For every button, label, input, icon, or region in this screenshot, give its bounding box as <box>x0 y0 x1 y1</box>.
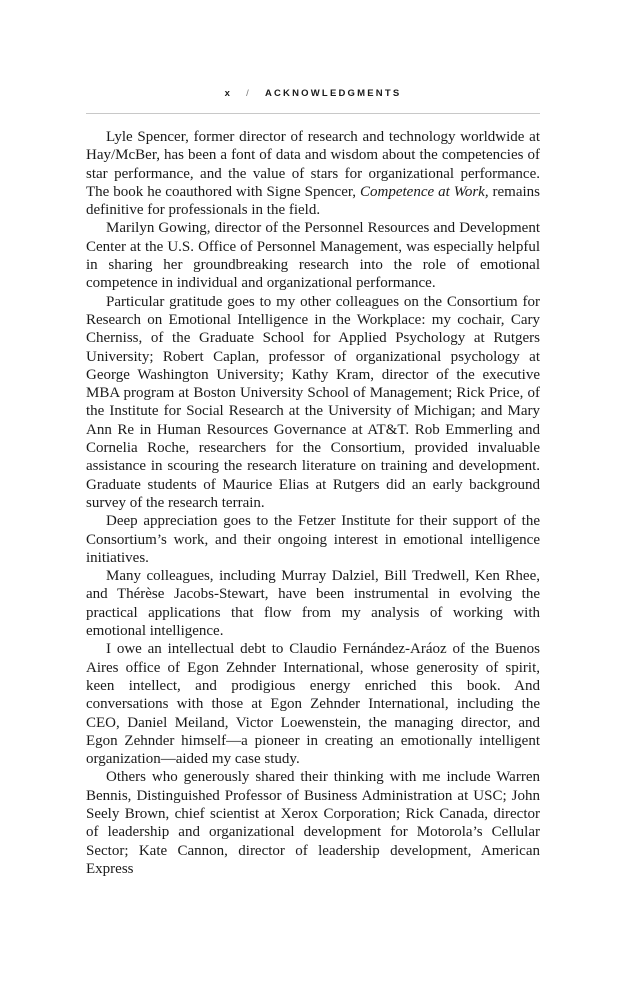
paragraph-text: Lyle Spencer, former director of research and technology worldwide at Hay/McBer, has been a font of data and wisdom about the competencies of star performance, and the value of stars for organizational performance. The book he coauthored with Signe Spencer, <box>86 129 540 200</box>
book-title: Competence at Work, <box>360 183 489 200</box>
body-text <box>86 128 540 878</box>
paragraph-text: remains definitive for professionals in the field. <box>86 183 541 219</box>
header-separator: / <box>246 88 251 99</box>
running-head <box>86 86 540 102</box>
paragraph-spencer <box>86 128 540 219</box>
paragraph-gowing: Marilyn Gowing, director of the Personnel Resources and Development Center at the U.S. Office of Personnel Management, was especially helpful in sharing her groundbreaking research into the role of emotional competence in individual and organizational performance. <box>86 220 540 292</box>
paragraph-others: Others who generously shared their thinking with me include Warren Bennis, Distinguished Professor of Business Administration at USC; John Seely Brown, chief scientist at Xerox Corporation; Rick Canada, director of leadership and organizational development for Motorola’s Cellular Sector; Kate Cannon, director of leadership development, American Express <box>86 769 540 877</box>
section-title: ACKNOWLEDGMENTS <box>264 88 402 99</box>
paragraph-consortium: Particular gratitude goes to my other colleagues on the Consortium for Research on Emotional Intelligence in the Workplace: my cochair, Cary Cherniss, of the Graduate School for Applied Psychology at Rutgers University; Robert Caplan, professor of organizational psychology at George Washington University; Kathy Kram, director of the executive MBA program at Boston University School of Management; Rick Price, of the Institute for Social Research at the University of Michigan; and Mary Ann Re in Human Resources Governance at AT&T. Rob Emmerling and Cornelia Roche, researchers for the Consortium, provided invaluable assistance in scouring the research literature on training and development. Graduate students of Maurice Elias at Rutgers did an early background survey of the research terrain. <box>86 293 540 511</box>
paragraph-fetzer: Deep appreciation goes to the Fetzer Institute for their support of the Consortium’s work, and their ongoing interest in emotional intelligence initiatives. <box>86 513 540 566</box>
paragraph-egon-zehnder: I owe an intellectual debt to Claudio Fernández-Aráoz of the Buenos Aires office of Egon Zehnder International, whose generosity of spirit, keen intellect, and prodigious energy enriched this book. And conversations with those at Egon Zehnder International, including the CEO, Daniel Meiland, Victor Loewenstein, the managing director, and Egon Zehnder himself—a pioneer in creating an emotionally intelligent organization—aided my case study. <box>86 641 540 768</box>
page-number: x <box>224 88 233 99</box>
paragraph-colleagues: Many colleagues, including Murray Dalziel, Bill Tredwell, Ken Rhee, and Thérèse Jacobs-Stewart, have been instrumental in evolving the practical applications that flow from my analysis of working with emotional intelligence. <box>86 568 540 640</box>
header-rule <box>86 113 540 114</box>
